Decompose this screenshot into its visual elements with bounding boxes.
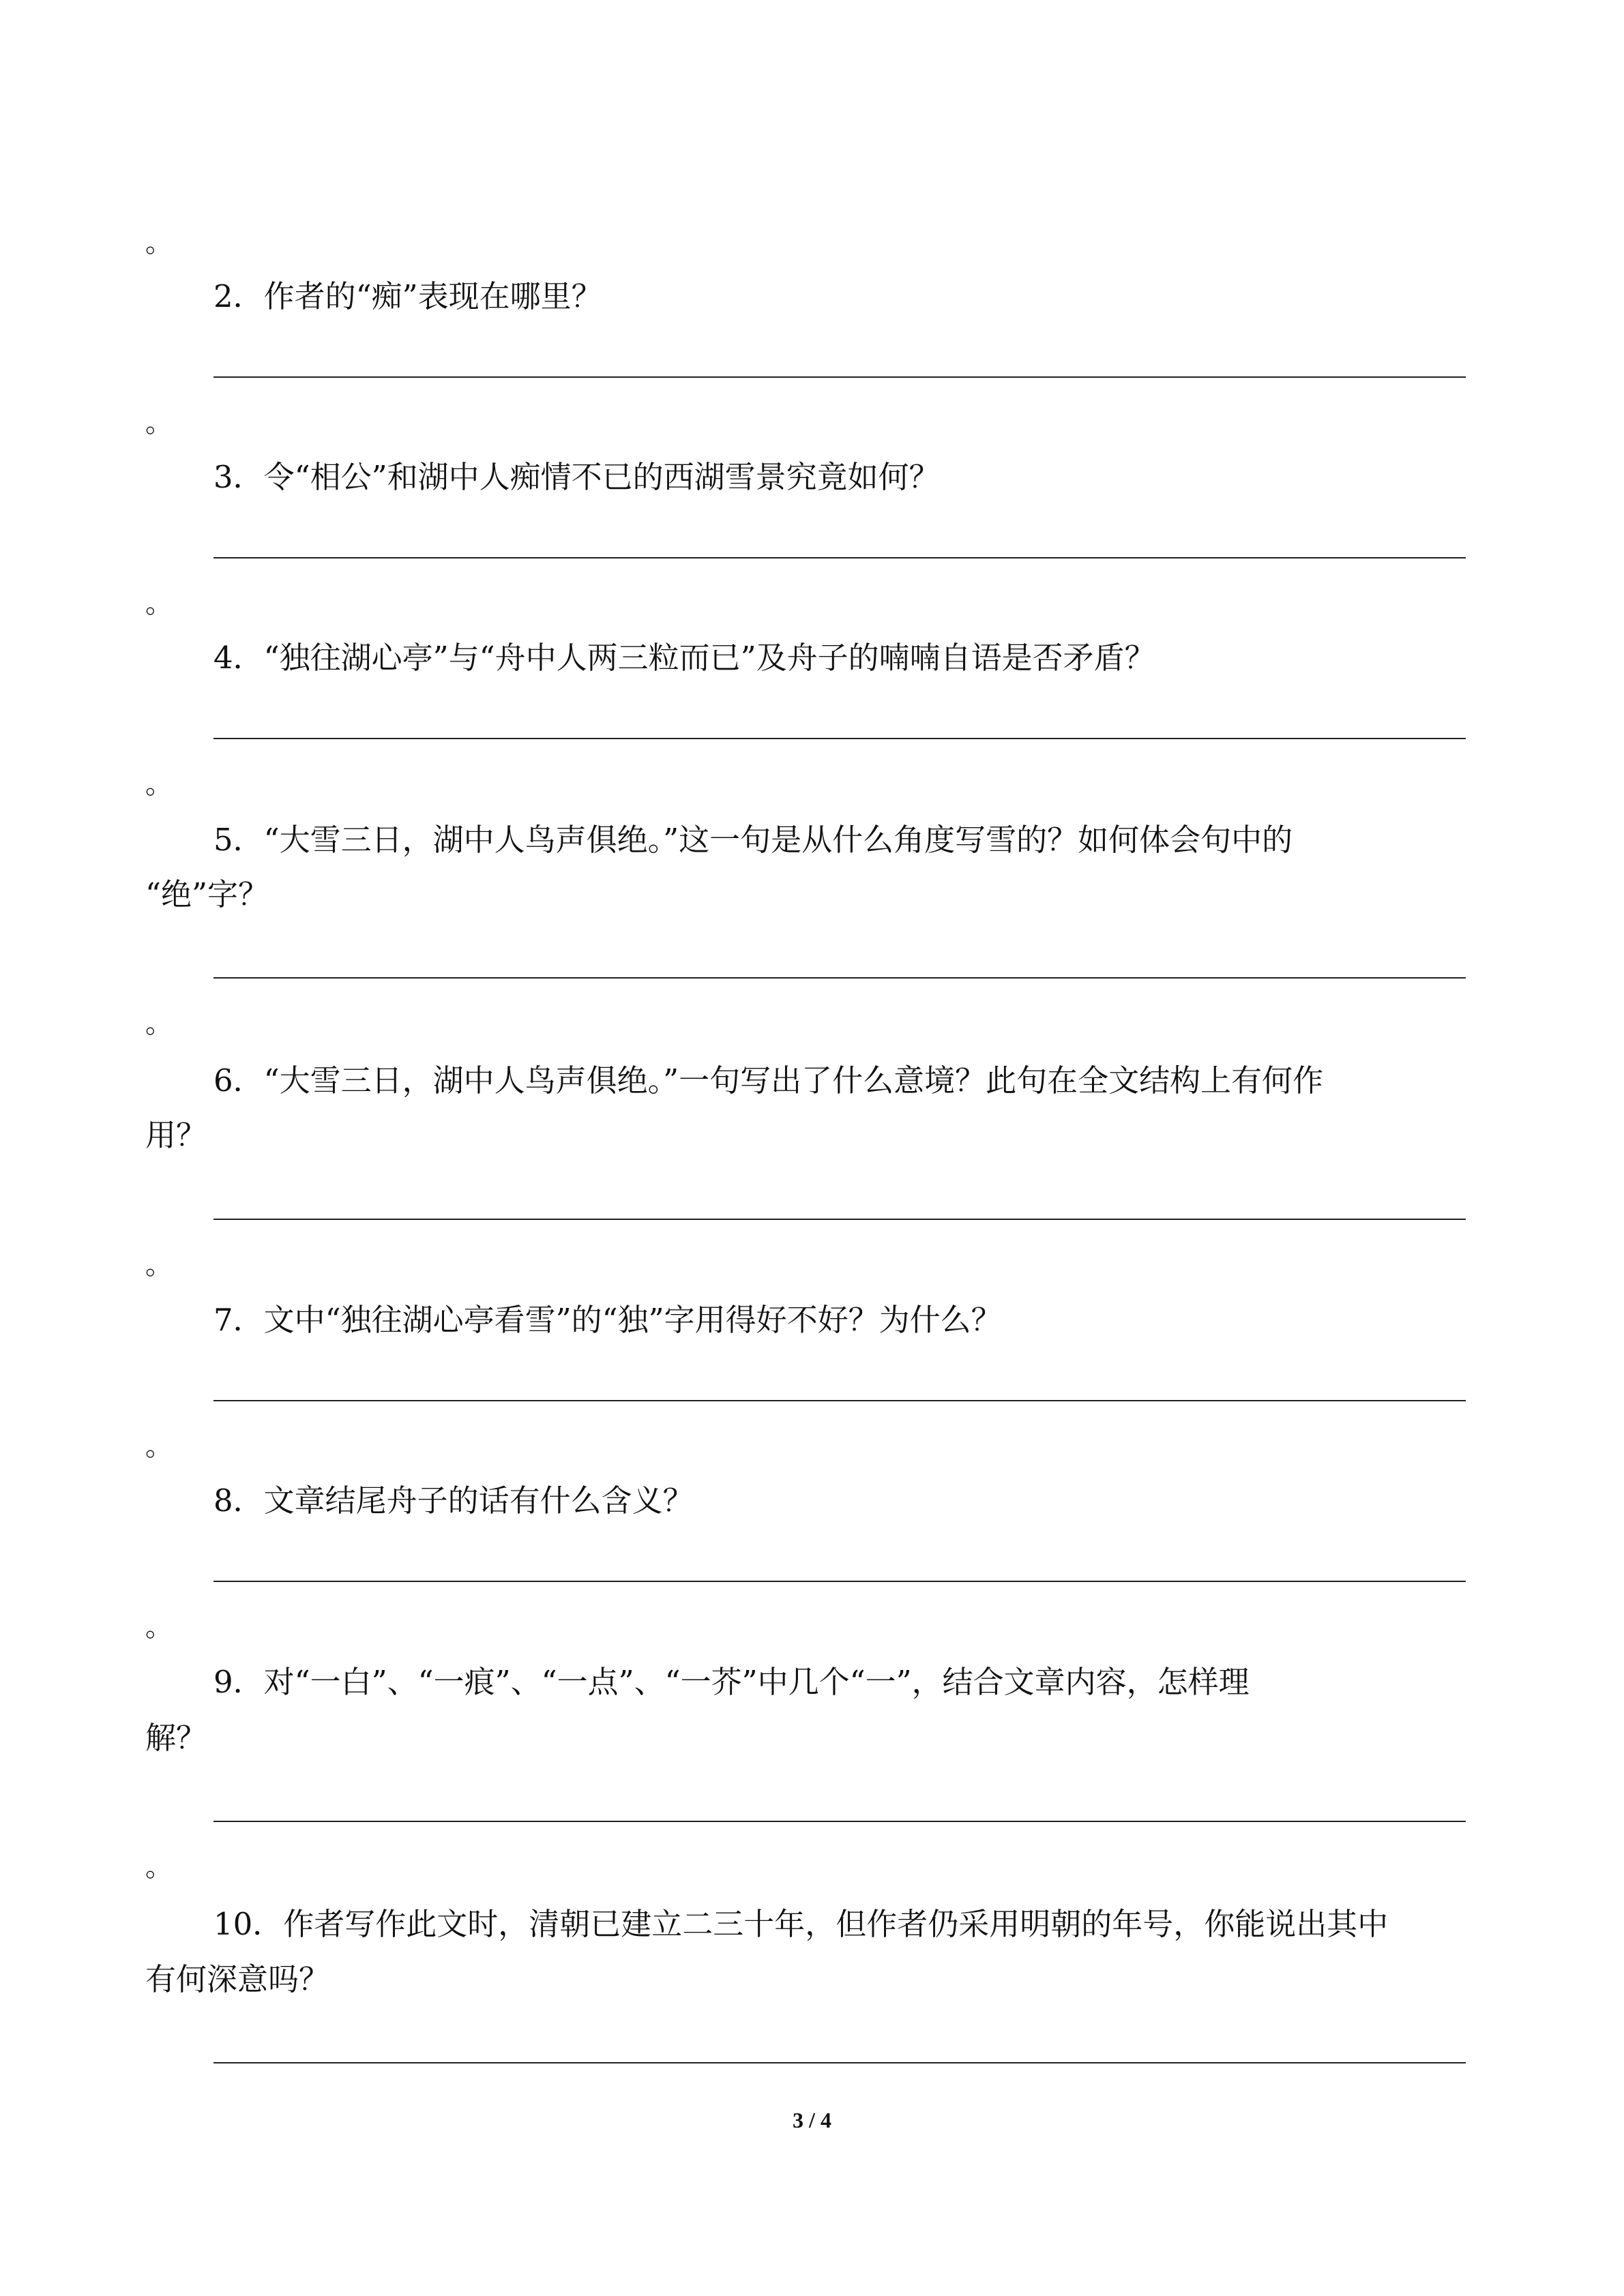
question-9-text-cont: 解？ xyxy=(145,1720,207,1756)
question-2-period: 。 xyxy=(145,407,173,438)
answer-line-10[interactable] xyxy=(213,2062,1466,2063)
question-4-period: 。 xyxy=(145,769,173,800)
question-8-text: 8．文章结尾舟子的话有什么含义？ xyxy=(213,1482,694,1519)
question-6-text-cont: 用？ xyxy=(145,1117,207,1153)
question-6-text: 6．“大雪三日，湖中人鸟声俱绝。”一句写出了什么意境？此句在全文结构上有何作 xyxy=(213,1062,1324,1099)
answer-line-3[interactable] xyxy=(213,557,1466,558)
question-8-period: 。 xyxy=(145,1611,173,1643)
answer-line-6[interactable] xyxy=(213,1219,1466,1220)
answer-line-7[interactable] xyxy=(213,1400,1466,1401)
question-7-text: 7．文中“独往湖心亭看雪”的“独”字用得好不好？为什么？ xyxy=(213,1302,1002,1338)
question-3-text: 3．令“相公”和湖中人痴情不已的西湖雪景究竟如何？ xyxy=(213,459,940,495)
answer-line-2[interactable] xyxy=(213,376,1466,378)
question-10-text: 10．作者写作此文时，清朝已建立二三十年，但作者仍采用明朝的年号，你能说出其中 xyxy=(213,1906,1389,1942)
question-5-text-cont: “绝”字？ xyxy=(145,876,269,912)
question-6-period: 。 xyxy=(145,1249,173,1281)
question-10-text-cont: 有何深意吗？ xyxy=(145,1961,330,1997)
question-5-text: 5．“大雪三日，湖中人鸟声俱绝。”这一句是从什么角度写雪的？如何体会句中的 xyxy=(213,822,1293,858)
answer-line-9[interactable] xyxy=(213,1821,1466,1822)
question-3-period: 。 xyxy=(145,588,173,619)
question-2-text: 2．作者的“痴”表现在哪里？ xyxy=(213,278,602,314)
question-7-period: 。 xyxy=(145,1431,173,1462)
answer-line-5[interactable] xyxy=(213,977,1466,979)
question-9-period: 。 xyxy=(145,1851,173,1883)
answer-line-4[interactable] xyxy=(213,738,1466,739)
question-5-period: 。 xyxy=(145,1008,173,1039)
question-4-text: 4．“独往湖心亭”与“舟中人两三粒而已”及舟子的喃喃自语是否矛盾？ xyxy=(213,640,1155,676)
question-9-text: 9．对“一白”、“一痕”、“一点”、“一芥”中几个“一”，结合文章内容，怎样理 xyxy=(213,1664,1250,1700)
leading-period: 。 xyxy=(145,227,173,258)
answer-line-8[interactable] xyxy=(213,1581,1466,1582)
page-number: 3 / 4 xyxy=(793,2108,831,2132)
